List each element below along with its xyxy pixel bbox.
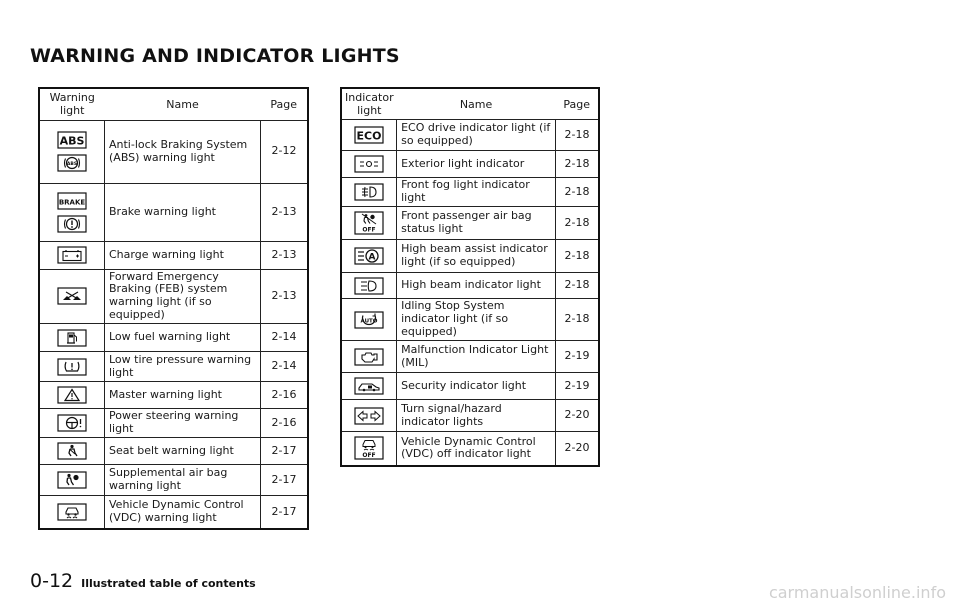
header-name: Name — [166, 97, 199, 111]
light-name: Security indicator light — [397, 373, 556, 400]
page-ref: 2-20 — [556, 400, 600, 432]
table-header-row — [341, 88, 599, 120]
page-ref: 2-16 — [261, 409, 309, 438]
light-name: Turn signal/hazard indicator lights — [397, 400, 556, 432]
light-name: ECO drive indicator light (if so equipped) — [397, 120, 556, 151]
page-ref: 2-17 — [261, 438, 309, 465]
page-ref: 2-19 — [556, 341, 600, 373]
abs-circle-text: ABS — [66, 161, 78, 167]
page-number: 0-12 — [30, 570, 74, 592]
light-name: High beam assist indicator light (if so equipped) — [397, 240, 556, 273]
page-ref: 2-18 — [556, 120, 600, 151]
table-row — [39, 438, 308, 465]
section-title: Illustrated table of contents — [81, 577, 256, 590]
auto-text: AUTO — [360, 318, 378, 325]
air-bag-icon — [57, 471, 87, 489]
page-ref: 2-20 — [556, 432, 600, 466]
page-ref: 2-12 — [261, 120, 309, 183]
page-footer — [30, 570, 256, 592]
page-ref: 2-18 — [556, 207, 600, 240]
feb-icon — [57, 287, 87, 305]
page-ref: 2-18 — [556, 273, 600, 299]
tire-pressure-icon — [57, 358, 87, 376]
table-row — [341, 178, 599, 207]
light-name: Idling Stop System indicator light (if so equipped) — [397, 299, 556, 341]
light-name: Master warning light — [105, 382, 261, 409]
page-ref: 2-17 — [261, 465, 309, 496]
master-warning-icon — [57, 386, 87, 404]
high-beam-assist-icon — [354, 247, 384, 265]
table-row — [341, 299, 599, 341]
table-row — [341, 400, 599, 432]
page-ref: 2-13 — [261, 183, 309, 241]
light-name: Seat belt warning light — [105, 438, 261, 465]
page-ref: 2-16 — [261, 382, 309, 409]
table-row — [39, 269, 308, 324]
light-name: Vehicle Dynamic Control (VDC) off indicator light — [397, 432, 556, 466]
light-name: Anti-lock Braking System (ABS) warning light — [105, 120, 261, 183]
watermark: carmanualsonline.info — [768, 583, 946, 602]
high-beam-assist-text: A — [368, 252, 376, 263]
table-row — [39, 409, 308, 438]
seat-belt-icon — [57, 442, 87, 460]
header-page: Page — [270, 97, 298, 111]
page-title: WARNING AND INDICATOR LIGHTS — [30, 45, 400, 67]
table-row — [39, 120, 308, 183]
engine-icon — [354, 348, 384, 366]
table-row — [39, 382, 308, 409]
table-row — [341, 120, 599, 151]
table-row — [39, 465, 308, 496]
abs-circle-icon — [57, 154, 87, 172]
page-ref: 2-13 — [261, 241, 309, 269]
light-name: Vehicle Dynamic Control (VDC) warning light — [105, 496, 261, 529]
light-name: Forward Emergency Braking (FEB) system warning light (if so equipped) — [105, 269, 261, 324]
light-name: Power steering warning light — [105, 409, 261, 438]
page-ref: 2-18 — [556, 178, 600, 207]
eco-text: ECO — [356, 129, 382, 143]
header-name: Name — [459, 97, 493, 111]
passenger-air-bag-off-icon — [354, 211, 384, 235]
table-row — [39, 183, 308, 241]
light-name: Malfunction Indicator Light (MIL) — [397, 341, 556, 373]
header-icon: Warning light — [49, 91, 95, 118]
table-row — [341, 207, 599, 240]
page-ref: 2-13 — [261, 269, 309, 324]
page-ref: 2-17 — [261, 496, 309, 529]
turn-signal-icon — [354, 407, 384, 425]
light-name: Exterior light indicator — [397, 151, 556, 178]
light-name: Brake warning light — [105, 183, 261, 241]
light-name: High beam indicator light — [397, 273, 556, 299]
brake-text-icon — [57, 192, 87, 210]
table-row — [341, 151, 599, 178]
page-ref: 2-18 — [556, 240, 600, 273]
page-ref: 2-18 — [556, 151, 600, 178]
battery-icon — [57, 246, 87, 264]
security-car-icon — [354, 377, 384, 395]
light-name: Charge warning light — [105, 241, 261, 269]
power-steering-icon — [57, 414, 87, 432]
table-row — [341, 432, 599, 466]
abs-text: ABS — [59, 134, 85, 148]
page-ref: 2-14 — [261, 324, 309, 352]
light-name: Front fog light indicator light — [397, 178, 556, 207]
table-row — [39, 324, 308, 352]
exterior-light-icon — [354, 155, 384, 173]
warning-lights-table — [38, 87, 309, 530]
table-row — [341, 240, 599, 273]
brake-text: BRAKE — [58, 198, 86, 206]
indicator-lights-table — [340, 87, 600, 467]
table-row — [341, 273, 599, 299]
fuel-pump-icon — [57, 329, 87, 347]
light-name: Low fuel warning light — [105, 324, 261, 352]
light-name: Front passenger air bag status light — [397, 207, 556, 240]
page-ref: 2-18 — [556, 299, 600, 341]
table-row — [39, 496, 308, 529]
front-fog-light-icon — [354, 183, 384, 201]
header-icon: Indicator light — [345, 91, 394, 118]
page-ref: 2-19 — [556, 373, 600, 400]
vdc-off-text: OFF — [362, 452, 376, 460]
eco-icon — [354, 126, 384, 144]
auto-idle-stop-icon — [354, 311, 384, 329]
table-row — [341, 373, 599, 400]
vdc-off-icon — [354, 436, 384, 460]
table-row — [39, 352, 308, 382]
high-beam-icon — [354, 277, 384, 295]
abs-text-icon — [57, 131, 87, 149]
light-name: Supplemental air bag warning light — [105, 465, 261, 496]
table-row — [341, 341, 599, 373]
table-header-row — [39, 88, 308, 120]
passenger-off-text: OFF — [362, 226, 376, 234]
vdc-icon — [57, 503, 87, 521]
page-ref: 2-14 — [261, 352, 309, 382]
brake-circle-icon — [57, 215, 87, 233]
light-name: Low tire pressure warning light — [105, 352, 261, 382]
table-row — [39, 241, 308, 269]
header-page: Page — [563, 97, 591, 111]
